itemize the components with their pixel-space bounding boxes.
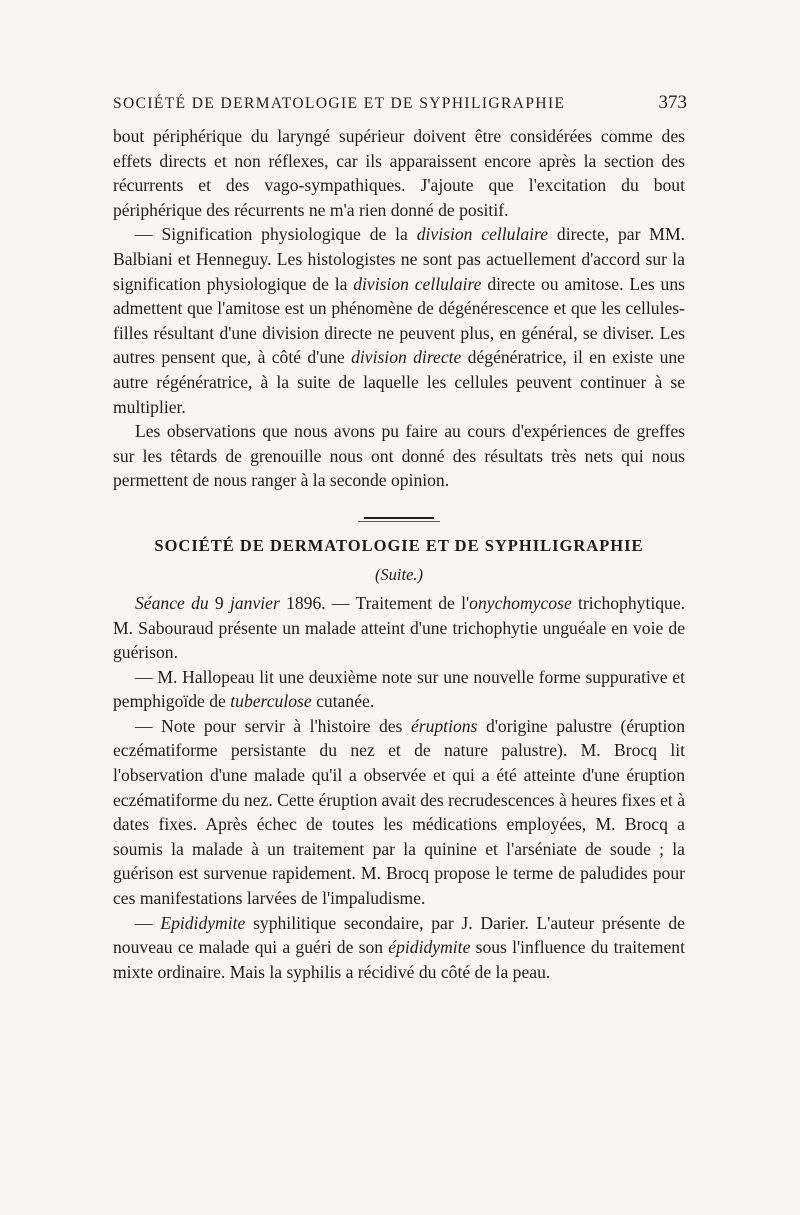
text-run: directe ou amitose. Les uns admettent que l'amitose est un phénomène de dégénérescence et que les cellules-filles résultant d'une division directe ne peuvent plus, en général, se diviser. Les autres pensent que, à côté d'une [113,273,685,368]
page-number: 373 [658,92,687,113]
paragraph-continuation: bout périphérique du laryngé supérieur doivent être considérées comme des effets directs et non réflexes, car ils apparaissent encore après la section des récurrents et des vago-sympathiques. J'ajoute que l'excitation du bout périphérique des récurrents ne m'a rien donné de positif. [113,126,685,220]
text-run: cutanée. [311,691,375,712]
italic-term: Séance du [135,592,209,613]
italic-term: Epididymite [160,912,246,933]
text-run: directe, par MM. Balbiani et Henneguy. Les histologistes ne sont pas actuellement d'accord sur la signification physiologique de la [113,224,685,294]
italic-term: division cellulaire [416,224,549,245]
italic-term: division cellulaire [353,273,482,294]
section-divider [364,517,434,519]
text-run: trichophytique. M. Sabouraud présente un malade atteint d'une trichophytie unguéale en voie de guérison. [113,592,686,663]
text-run: — M. Hallopeau lit une deuxième note sur une nouvelle forme suppurative et pemphigoïde de [113,666,685,712]
text-run: syphilitique secondaire, par J. Darier. L'auteur présente de nouveau ce malade qui a guéri de son [113,912,685,958]
section-subtitle: (Suite.) [374,564,424,584]
page-body [113,92,685,984]
italic-term: janvier [229,592,280,613]
paragraph-observations: Les observations que nous avons pu faire au cours d'expériences de greffes sur les têtards de grenouille nous ont donné des résultats très nets qui nous permettent de nous ranger à la seconde opinion. [113,421,685,491]
running-header [113,92,685,124]
italic-term: onychomycose [469,592,572,613]
italic-term: éruptions [410,715,478,736]
paragraph-hallopeau [113,665,685,714]
text-run: — Note pour servir à l'histoire des [135,715,411,736]
italic-term: division directe [351,347,462,368]
text-run: dégénératrice, il en existe une autre régénératrice, à la suite de laquelle les cellules peuvent continuer à se multiplier. [113,347,685,417]
paragraph-seance [113,591,685,665]
running-title: SOCIÉTÉ DE DERMATOLOGIE ET DE SYPHILIGRAPHIE [113,95,566,112]
text-run: — [135,912,161,933]
section-title: SOCIÉTÉ DE DERMATOLOGIE ET DE SYPHILIGRAPHIE [154,535,644,555]
paragraph-cell-division [113,222,685,419]
text-run: d'origine palustre (éruption eczématiforme persistante du nez et de nature palustre). M. Brocq lit l'observation d'une malade qu'il a observée et qui a été atteinte d'une éruption eczématiforme du nez. Cette éruption avait des recrudescences à heures fixes et à dates fixes. Après échec de toutes les médications employées, M. Brocq a soumis la malade à un traitement par la quinine et l'arséniate de soude ; la guérison est survenue rapidement. M. Brocq propose le terme de paludides pour ces manifestations larvées de l'impaludisme. [113,715,686,909]
paragraph-epididymite [113,911,685,985]
text-run: 1896. — Traitement de l' [279,592,470,613]
paragraph-eruptions [113,714,685,911]
italic-term: épididymite [388,937,471,958]
text-run: — Signification physiologique de la [135,224,417,245]
italic-term: tuberculose [230,691,312,712]
text-run: sous l'influence du traitement mixte ordinaire. Mais la syphilis a récidivé du côté de la peau. [113,937,685,982]
text-run: 9 [208,592,230,613]
